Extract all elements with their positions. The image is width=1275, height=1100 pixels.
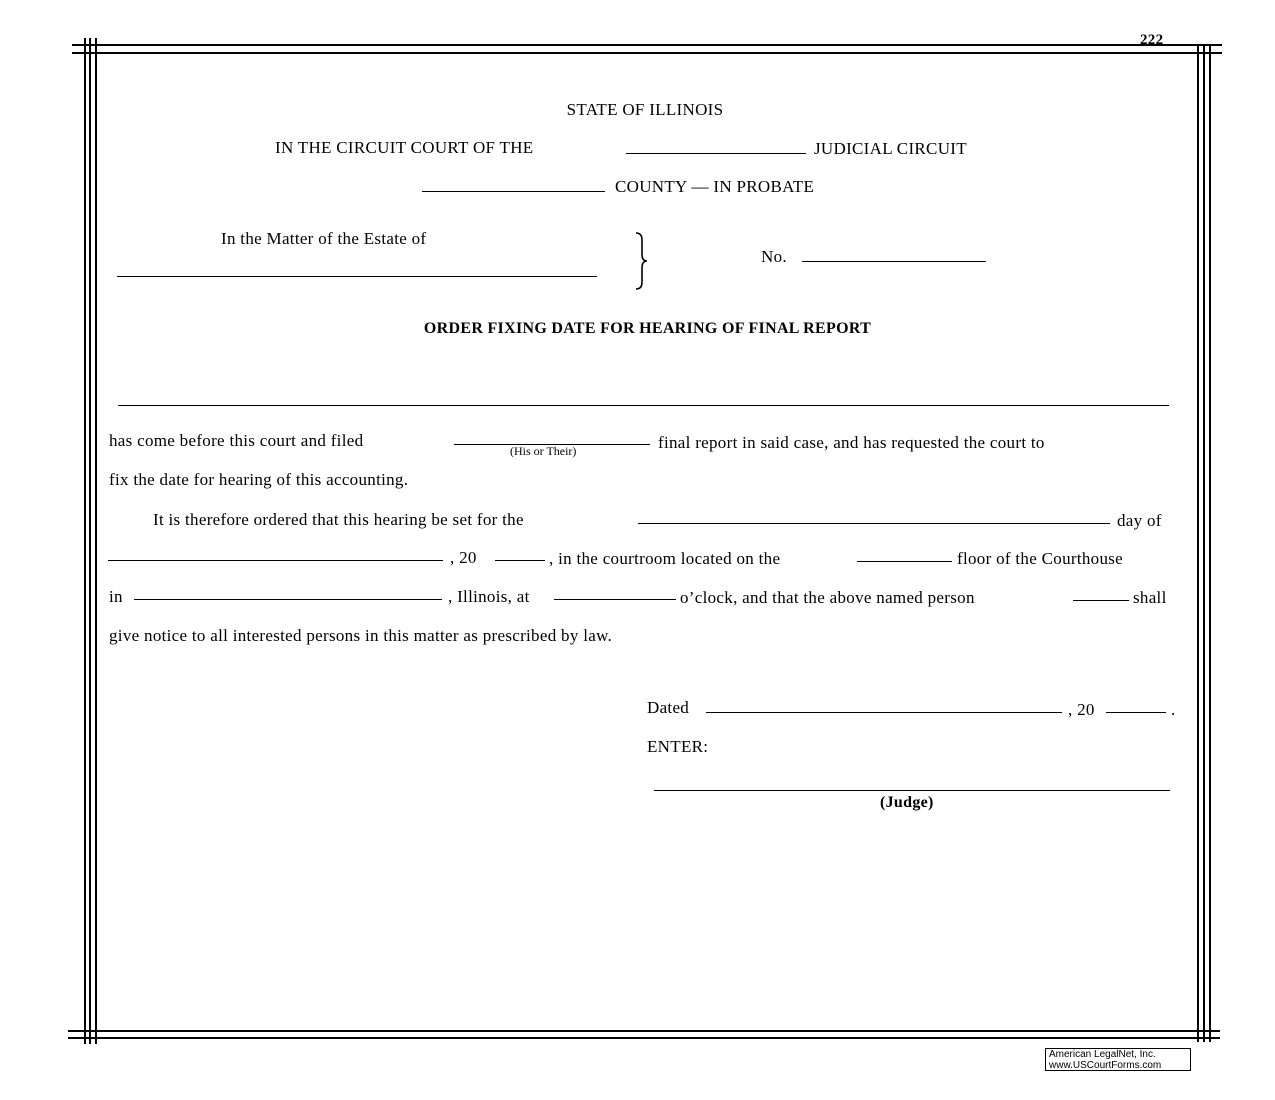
courthouse-text: floor of the Courthouse	[957, 549, 1124, 568]
shall-text: shall	[1133, 588, 1167, 607]
border-bottom-outer	[68, 1030, 1220, 1032]
county-label: COUNTY — IN PROBATE	[615, 177, 815, 196]
hearing-day-field[interactable]	[638, 523, 1110, 524]
ordered-text: It is therefore ordered that this hearing be set for the	[153, 510, 524, 529]
judge-label: (Judge)	[880, 794, 934, 811]
hour-field[interactable]	[554, 599, 676, 600]
case-number-label: No.	[761, 247, 787, 266]
fix-date-text: fix the date for hearing of this accounting.	[109, 470, 409, 489]
hearing-month-field[interactable]	[108, 560, 443, 561]
page-number: 222	[1140, 32, 1164, 48]
oclock-text: o’clock, and that the above named person	[680, 588, 975, 607]
illinois-at-text: , Illinois, at	[448, 587, 530, 606]
circuit-number-field[interactable]	[626, 153, 806, 154]
in-text: in	[109, 587, 123, 606]
dated-field[interactable]	[706, 712, 1062, 713]
order-title: ORDER FIXING DATE FOR HEARING OF FINAL REPORT	[423, 320, 872, 337]
publisher-stamp	[1045, 1048, 1191, 1071]
hearing-year-field[interactable]	[495, 560, 545, 561]
border-bottom-inner	[68, 1037, 1220, 1039]
border-right-2	[1203, 44, 1205, 1042]
caption-brace	[628, 230, 652, 292]
courtroom-text: , in the courtroom located on the	[549, 549, 781, 568]
court-prefix: IN THE CIRCUIT COURT OF THE	[275, 138, 534, 157]
border-left-2	[89, 38, 91, 1044]
dated-year-field[interactable]	[1106, 712, 1166, 713]
person-field[interactable]	[1073, 600, 1129, 601]
filed-text: has come before this court and filed	[109, 431, 364, 450]
city-field[interactable]	[134, 599, 442, 600]
county-field[interactable]	[422, 191, 605, 192]
case-number-field[interactable]	[802, 261, 986, 262]
year-prefix-text: , 20	[450, 548, 477, 567]
petitioner-name-field[interactable]	[118, 405, 1169, 406]
estate-name-field[interactable]	[117, 276, 597, 277]
border-left-3	[95, 38, 97, 1044]
notice-text: give notice to all interested persons in this matter as prescribed by law.	[109, 626, 613, 645]
dated-period: .	[1171, 700, 1176, 719]
border-right-3	[1209, 44, 1211, 1042]
final-report-text: final report in said case, and has requested the court to	[658, 433, 1045, 452]
border-right-1	[1197, 44, 1199, 1042]
border-top-inner	[72, 52, 1222, 54]
judge-signature-field[interactable]	[654, 790, 1170, 791]
enter-label: ENTER:	[647, 737, 709, 756]
court-suffix: JUDICIAL CIRCUIT	[814, 139, 967, 158]
publisher-url: www.USCourtForms.com	[1049, 1060, 1162, 1071]
dated-year-prefix: , 20	[1068, 700, 1095, 719]
border-top-outer	[72, 44, 1222, 46]
floor-field[interactable]	[857, 561, 952, 562]
state-heading: STATE OF ILLINOIS	[566, 100, 724, 119]
estate-matter-label: In the Matter of the Estate of	[221, 229, 427, 248]
day-of-text: day of	[1117, 511, 1162, 530]
his-or-their-hint: (His or Their)	[510, 444, 577, 458]
publisher-name: American LegalNet, Inc.	[1049, 1049, 1156, 1060]
border-left-1	[84, 38, 86, 1044]
dated-label: Dated	[647, 698, 690, 717]
